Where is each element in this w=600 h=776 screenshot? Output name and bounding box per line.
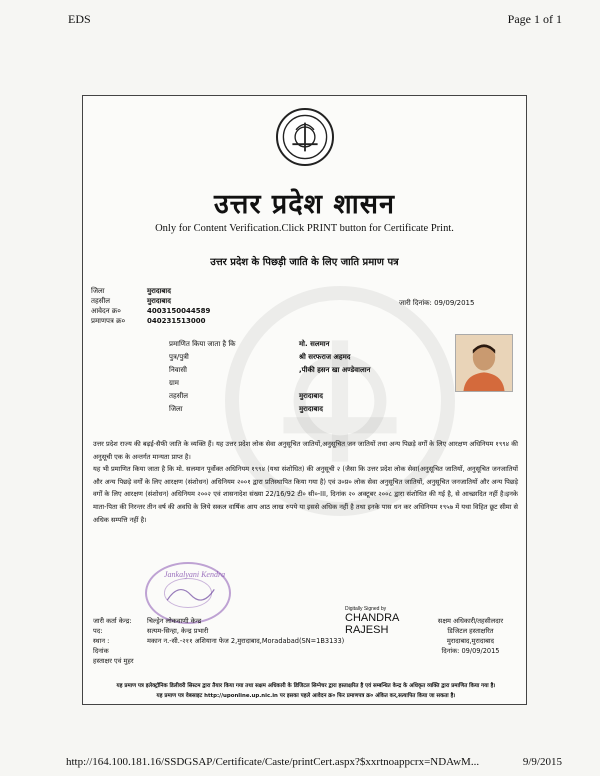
office-line: डिजिटल हस्ताक्षरित bbox=[447, 627, 494, 635]
digital-signature bbox=[345, 606, 399, 636]
center-stamp bbox=[145, 562, 231, 624]
issuer-row bbox=[93, 616, 344, 626]
meta-row bbox=[91, 286, 210, 296]
print-url: http://164.100.181.16/SSDGSAP/Certificate/Caste/printCert.aspx?$xxrtnoappcrx=NDAwM... bbox=[66, 756, 480, 768]
person-label: तहसील bbox=[169, 392, 188, 400]
meta-row bbox=[91, 306, 210, 316]
certificate-heading: उत्तर प्रदेश के पिछड़ी जाति के लिए जाति प्रमाण पत्र bbox=[210, 257, 399, 268]
issuer-value: सत्यम-सिन्हा, केन्द्र प्रभारी bbox=[147, 627, 209, 635]
page-number: Page 1 of 1 bbox=[507, 12, 562, 26]
digital-signature-caption: Digitally Signed by bbox=[345, 606, 387, 612]
meta-row bbox=[91, 296, 210, 306]
issuer-value: चिल्ड्रेन लोकवाणी केन्द्र bbox=[147, 617, 202, 625]
office-line: सक्षम अधिकारी/तहसीलदार bbox=[437, 617, 504, 625]
up-government-seal bbox=[276, 108, 334, 166]
person-row bbox=[169, 377, 370, 390]
person-details bbox=[169, 338, 370, 416]
issuer-label: पद: bbox=[93, 627, 103, 635]
person-label: निवासी bbox=[169, 366, 187, 374]
footnote-line: यह प्रमाण पत्र इलेक्ट्रॉनिक डिलीवरी सिस्टम द्वारा तैयार किया गया तथा सक्षम अधिकारी के डिजिटल सिग्नेचर द्वारा हस्ताक्षरित है एवं सम्बन्धित केन्द्र के अधिकृत व्यक्ति द्वारा प्रमाणित किया गया है। bbox=[116, 683, 496, 689]
meta-value: मुरादाबाद bbox=[147, 297, 171, 305]
competent-authority bbox=[418, 616, 523, 656]
person-value: मुरादाबाद bbox=[299, 405, 323, 413]
person-value: मो. सलमान bbox=[299, 340, 330, 348]
certificate-footnote bbox=[91, 681, 521, 701]
body-paragraph: यह भी प्रमाणित किया जाता है कि मो. सलमान पूर्वोक्त अधिनियम १९९४ (यथा संशोधित) की अनुसूची २ (जैसा कि उत्तर प्रदेश लोक सेवा(अनुसूचित जातियों, अनुसूचित जनजातियों और अन्य पिछड़े वर्गों के लिए आरक्षण (संशोधन) अधिनियम २००१ द्वारा प्रतिस्थापित किया गया है) एवं उ०प्र० लोक सेवा अनुसूचित जातियों, अनुसूचित जनजातियों और अन्य पिछड़े वर्गों के लिए आरक्षण (संशोधन) अधिनियम २००२ एवं शासनादेश संख्या 22/16/92 टी० सी०-III, दिनांक २० अक्टूबर २००८ द्वारा संशोधित की गई है, से आच्छादित नहीं है।इनके माता-पिता की निरन्तर तीन वर्ष की अवधि के लिये सकल वार्षिक आय आठ लाख रुपये या इससे अधिक नहीं है तथा इनके पास धन कर अधिनियम १९५७ में यथा विहित छूट सीमा से अधिक सम्पत्ति नहीं है। bbox=[93, 465, 518, 524]
verification-notice: Only for Content Verification.Click PRINT button for Certificate Print. bbox=[155, 223, 454, 234]
footnote-line: यह प्रमाण पत्र वेबसाइट http://uponline.up.nic.in पर इसका पहले आवेदन क्र० फिर प्रमाणपत्र क्र० अंकित कर,सत्यापित किया जा सकता है। bbox=[156, 693, 456, 699]
meta-value: मुरादाबाद bbox=[147, 287, 171, 295]
issuer-row bbox=[93, 636, 344, 646]
issuer-label: स्थान : bbox=[93, 637, 110, 645]
person-row bbox=[169, 351, 370, 364]
person-row bbox=[169, 364, 370, 377]
person-row bbox=[169, 390, 370, 403]
meta-label: तहसील bbox=[91, 297, 110, 305]
person-label: जिला bbox=[169, 405, 183, 413]
issuer-details bbox=[93, 616, 344, 666]
office-line: दिनांक: 09/09/2015 bbox=[441, 647, 500, 655]
meta-row bbox=[91, 316, 210, 326]
certificate-body bbox=[93, 438, 518, 526]
issuer-label: दिनांक bbox=[93, 647, 109, 655]
body-paragraph: उत्तर प्रदेश राज्य की बढ़ई-सैफी जाति के व्यक्ति हैं। यह उत्तर प्रदेश लोक सेवा अनुसूचित जातियों,अनुसूचित जन जातियों तथा अन्य पिछड़े वर्गों के लिए आरक्षण अधिनियम १९९४ की अनुसूची एक के अन्तर्गत मान्यता प्राप्त है। bbox=[93, 440, 518, 461]
person-label: प्रमाणित किया जाता है कि bbox=[169, 340, 236, 348]
person-value: श्री सरफराज अहमद bbox=[299, 353, 351, 361]
stamp-text: Jankalyani Kendra bbox=[164, 570, 226, 579]
print-date: 9/9/2015 bbox=[522, 756, 562, 768]
meta-label: आवेदन क्र० bbox=[91, 307, 121, 315]
issuer-row bbox=[93, 656, 344, 666]
application-details bbox=[91, 286, 210, 326]
person-value: ,पीकी हसन खा अण्डेवालान bbox=[299, 366, 371, 374]
person-row bbox=[169, 403, 370, 416]
issuer-row bbox=[93, 626, 344, 636]
signer-name-last: RAJESH bbox=[345, 624, 389, 636]
certificate-title: उत्तर प्रदेश शासन bbox=[214, 189, 395, 220]
person-value: मुरादाबाद bbox=[299, 392, 323, 400]
meta-label: प्रमाणपत्र क्र० bbox=[91, 317, 126, 325]
print-header-label: EDS bbox=[68, 12, 91, 26]
signer-name-first: CHANDRA bbox=[345, 612, 400, 624]
person-label: पुत्र/पुत्री bbox=[169, 353, 189, 361]
issuer-label: जारी कर्ता केन्द्र: bbox=[93, 617, 132, 625]
issuer-value: मकान न.-सी.-२११ अशियाना फेज 2,मुरादाबाद,Moradabad(SN=1B3133) bbox=[147, 637, 345, 645]
applicant-photo bbox=[455, 334, 513, 392]
issue-date: जारी दिनांक: 09/09/2015 bbox=[399, 299, 475, 307]
person-row bbox=[169, 338, 370, 351]
meta-label: जिला bbox=[91, 287, 105, 295]
issuer-label: हस्ताक्षर एवं मुहर bbox=[93, 657, 134, 665]
certificate bbox=[82, 95, 527, 705]
person-label: ग्राम bbox=[169, 379, 179, 387]
meta-value: 4003150044589 bbox=[147, 307, 211, 315]
office-line: मुरादाबाद,मुरादाबाद bbox=[446, 637, 495, 645]
meta-value: 040231513000 bbox=[147, 317, 206, 325]
issuer-row bbox=[93, 646, 344, 656]
